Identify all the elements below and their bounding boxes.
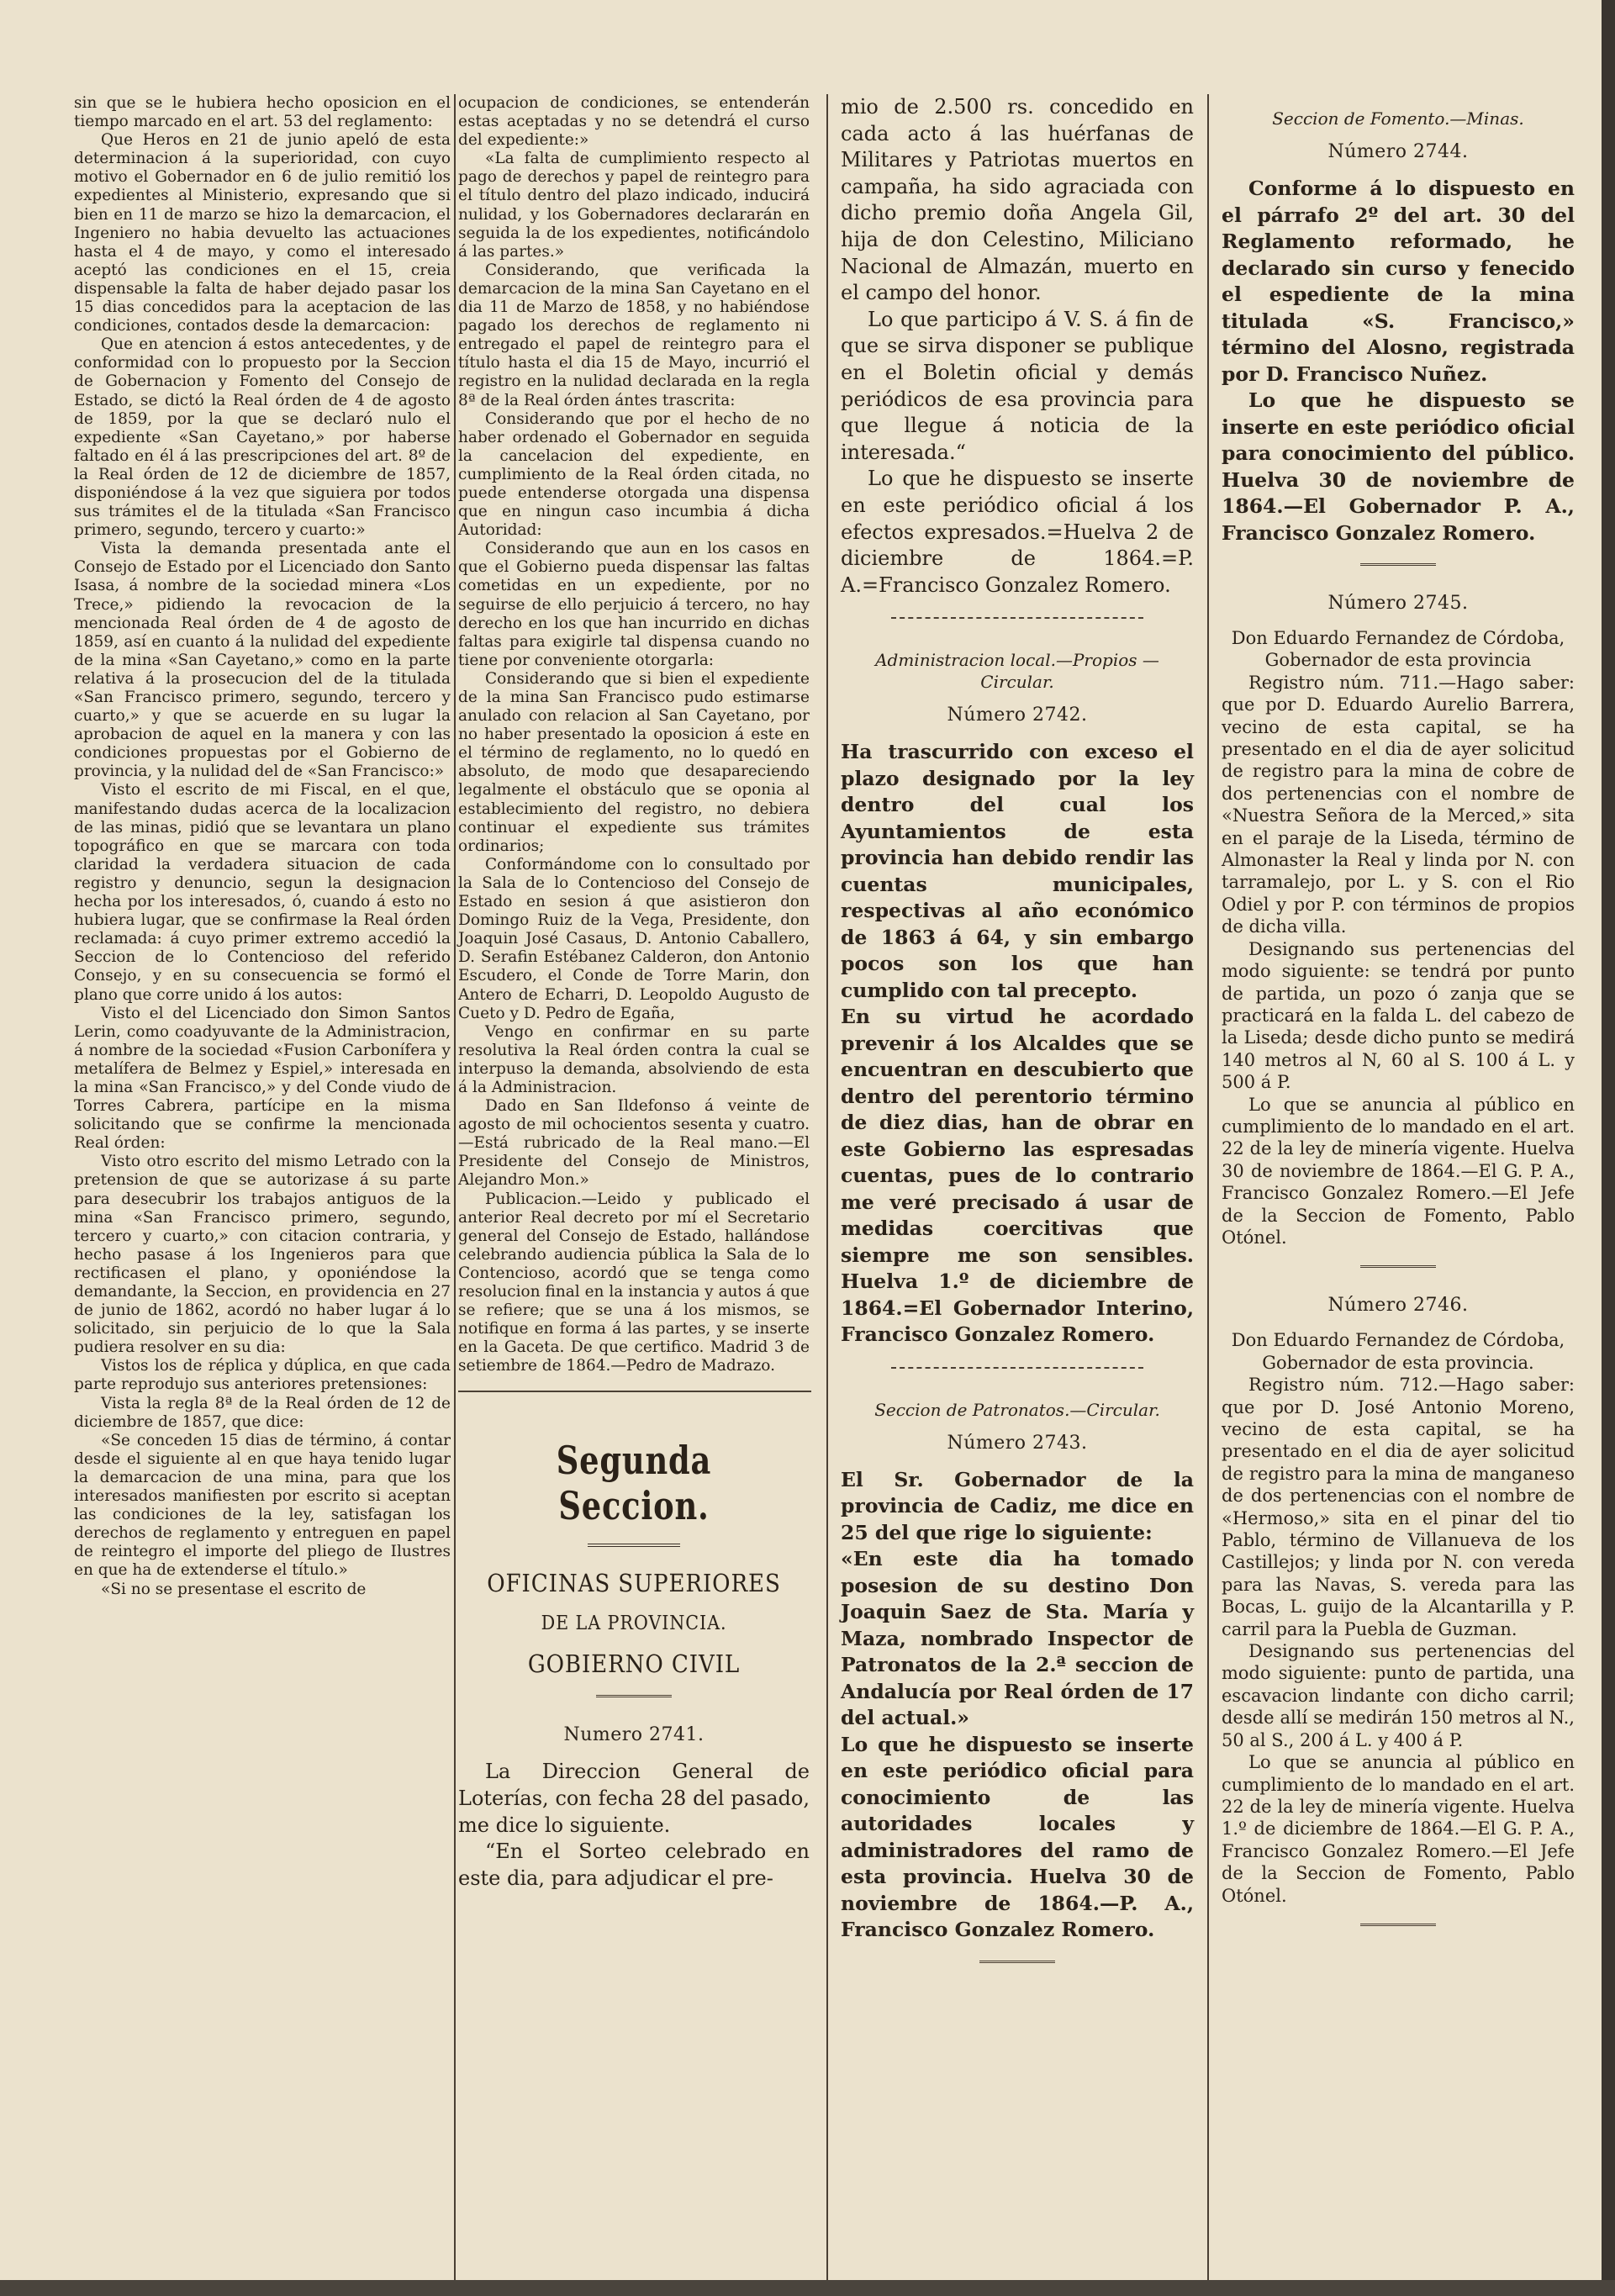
section-heading: Administracion local.—Propios —Circular.: [875, 650, 1159, 693]
column-4: [1222, 108, 1575, 1953]
column-2: [458, 94, 810, 1892]
column-1: [74, 94, 451, 1599]
paragraph: Publicacion.—Leido y publicado el anterior Real decreto por mí el Secretario general del Consejo de Estado, hallándose celebrando audiencia pública la Sala de lo Contencioso, acordó que se tenga como resolucion final en la instancia y autos á que se refiere; que se una á los mismos, se notifique en forma á las partes, y se inserte en la Gaceta. De que certifico. Madrid 3 de setiembre de 1864.—Pedro de Madrazo.: [458, 1190, 810, 1375]
section-divider: [979, 1961, 1055, 1973]
offices-heading: OFICINAS SUPERIORES: [487, 1569, 781, 1598]
paragraph: Lo que se anuncia al público en cumplimiento de lo mandado en el art. 22 de la ley de minería vigente. Huelva 30 de noviembre de 1864.—El G. P. A., Francisco Gonzalez Romero.—El Jefe de la Seccion de Fomento, Pablo Otónel.: [1222, 1094, 1575, 1248]
paragraph: mio de 2.500 rs. concedido en cada acto á las huérfanas de Militares y Patriotas muertos en campaña, ha sido agraciada con dicho premio doña Angela Gil, hija de don Celestino, Miliciano Nacional de Almazán, muerto en el campo del honor.: [841, 95, 1194, 305]
paragraph: Vista la regla 8ª de la Real órden de 12 de diciembre de 1857, que dice:: [74, 1394, 451, 1431]
paragraph: El Sr. Gobernador de la provincia de Cadiz, me dice en 25 del que rige lo siguiente:: [841, 1467, 1194, 1544]
paragraph: La Direccion General de Loterías, con fecha 28 del pasado, me dice lo siguiente.: [458, 1760, 810, 1837]
section-divider: [1360, 1265, 1436, 1278]
paragraph: Lo que se anuncia al público en cumplimiento de lo mandado en el art. 22 de la ley de minería vigente. Huelva 1.º de diciembre de 1864.—El G. P. A., Francisco Gonzalez Romero.—El Jefe de la Seccion de Fomento, Pablo Otónel.: [1222, 1752, 1575, 1906]
paragraph: Considerando que aun en los casos en que el Gobierno pueda dispensar las faltas cometidas en un expediente, por no seguirse de ello perjuicio á tercero, no hay derecho en los que han incurrido en dichas faltas para exigirle tal dispensa cuando no tiene por conveniente otorgarla:: [458, 540, 810, 669]
paragraph: Lo que participo á V. S. á fin de que se sirva disponer se publique en el Boletin oficial y demás periódicos de esa provincia para que llegue á noticia de la interesada.“: [841, 307, 1194, 464]
paragraph: Ha trascurrido con exceso el plazo designado por la ley dentro del cual los Ayuntamientos de esta provincia han debido rendir las cuentas municipales, respectivas al año económico de 1863 á 64, y sin embargo pocos son los que han cumplido con tal precepto.: [841, 740, 1194, 1002]
ornament-rule: [596, 1695, 672, 1707]
section-divider: [891, 617, 1143, 629]
paragraph: Que Heros en 21 de junio apeló de esta determinacion á la superioridad, con cuyo motivo el Gobernador en 6 de julio remitió los expedientes al Ministerio, expresando que si bien en 11 de marzo se hizo la demarcacion, el Ingeniero no habia devuelto las actuaciones hasta el 4 de mayo, y como el interesado aceptó las condiciones en el 15, creia dispensable la falta de haber dejado pasar los 15 dias concedidos para la aceptacion de las condiciones, contados desde la demarcacion:: [74, 131, 451, 335]
paragraph: Registro núm. 711.—Hago saber: que por D. Eduardo Aurelio Barrera, vecino de esta capital, se ha presentado en el dia de ayer solicitud de registro para la mina de cobre de dos pertenencias con el nombre de «Nuestra Señora de la Merced,» sita en el paraje de la Liseda, término de Almonaster la Real y linda por N. con tarramalejo, por L. y S. con el Rio Odiel y por P. con términos de propios de dicha villa.: [1222, 672, 1575, 937]
paragraph: Visto el del Licenciado don Simon Santos Lerin, como coadyuvante de la Administracion, á nombre de la sociedad «Fusion Carbonífera y metalífera de Belmez y Espiel,» interesada en la mina «San Francisco,» y del Conde viudo de Torres Cabrera, partícipe en la misma solicitando que se confirme la mencionada Real órden:: [74, 1004, 451, 1153]
paragraph: Visto el escrito de mi Fiscal, en el que, manifestando dudas acerca de la localizacion de las minas, pidió que se levantara un plano topográfico en que se marcara con toda claridad la verdadera situacion de cada registro y denuncio, segun la designacion hecha por los interesados, ó, cuando á esto no hubiera lugar, que se confirmase la Real órden reclamada: á cuyo primer extremo accedió la Seccion de lo Contencioso del referido Consejo, y en su consecuencia se formó el plano que corre unido á los autos:: [74, 781, 451, 1004]
column-3: [841, 94, 1194, 1990]
page-edge-right: [1602, 0, 1615, 2296]
section-divider: [891, 1367, 1143, 1379]
paragraph: Conformándome con lo consultado por la Sala de lo Contencioso del Consejo de Estado en sesion á que asistieron don Domingo Ruiz de la Vega, Presidente, don Joaquin José Casaus, D. Antonio Caballero, D. Serafin Estébanez Calderon, don Antonio Escudero, el Conde de Torre Marin, don Antero de Echarri, D. Leopoldo Augusto de Cueto y D. Pedro de Egaña,: [458, 855, 810, 1022]
paragraph: Vistos los de réplica y dúplica, en que cada parte reprodujo sus anteriores pretensiones:: [74, 1357, 451, 1394]
notice-number: Numero 2741.: [563, 1724, 705, 1746]
paragraph: Visto otro escrito del mismo Letrado con la pretension de que se autorizase á su parte para desecubrir los trabajos antiguos de la mina «San Francisco primero, segundo, tercero y cuarto,» con citacion contraria, y hecho pasase á los Ingenieros para que rectificasen el plano, y oponiéndose la demandante, la Seccion, en providencia en 27 de junio de 1862, acordó no haber lugar á lo solicitado, sin perjuicio de lo que la Sala pudiera resolver en su dia:: [74, 1153, 451, 1357]
gov-heading: GOBIERNO CIVIL: [527, 1649, 741, 1679]
notice-number: Número 2746.: [1327, 1295, 1469, 1317]
paragraph: Designando sus pertenencias del modo siguiente: punto de partida, una escavacion lindante con dicho carril; desde allí se medirán 150 metros al N., 50 al S., 200 á L. y 400 á P.: [1222, 1641, 1575, 1750]
paragraph: ocupacion de condiciones, se entenderán estas aceptadas y no se detendrá el curso del expediente:»: [458, 94, 810, 150]
section-heading: Seccion de Patronatos.—Circular.: [874, 1399, 1160, 1420]
paragraph: Designando sus pertenencias del modo siguiente: se tendrá por punto de partida, un pozo ó zanja que se practicará en la falda L. del cabezo de la Liseda; desde dicho punto se medirá 140 metros al N, 60 al S. 100 á L. y 500 á P.: [1222, 938, 1575, 1093]
paragraph: Considerando que si bien el expediente de la mina San Francisco pudo estimarse anulado con relacion al San Cayetano, por no haber presentado la oposicion á este en el término de reglamento, no lo quedó en absoluto, de modo que desapareciendo legalmente el obstáculo que se oponia al establecimiento del registro, no debiera continuar el expediente sus trámites ordinarios;: [458, 669, 810, 855]
section-title: Segunda Seccion.: [556, 1438, 712, 1529]
paragraph: Dado en San Ildefonso á veinte de agosto de mil ochocientos sesenta y cuatro.—Está rubricado de la Real mano.—El Presidente del Consejo de Ministros, Alejandro Mon.»: [458, 1097, 810, 1190]
notice-number: Número 2742.: [947, 705, 1088, 726]
ornament-rule: [588, 1544, 680, 1547]
notice-number: Número 2743.: [947, 1432, 1088, 1454]
column-rule-3: [1207, 94, 1209, 2280]
paragraph: Lo que he dispuesto se inserte en este periódico oficial á los efectos expresados.=Huelva 2 de diciembre de 1864.=P. A.=Francisco Gonzalez Romero.: [841, 467, 1194, 597]
notice-number: Número 2744.: [1327, 141, 1469, 162]
paragraph: “En el Sorteo celebrado en este dia, para adjudicar el pre-: [458, 1839, 810, 1890]
paragraph: Vista la demanda presentada ante el Consejo de Estado por el Licenciado don Santo Isasa, á nombre de la sociedad minera «Los Trece,» pidiendo la revocacion de la mencionada Real órden de 4 de agosto de 1859, así en cuanto á la nulidad del expediente de la mina «San Cayetano,» como en la parte relativa á la prosecucion del de la titulada «San Francisco primero, segundo, tercero y cuarto,» y que se acuerde en su lugar la aprobacion de aquel en la manera y con las condiciones propuestas por el Gobierno de provincia, y la nulidad del de «San Francisco:»: [74, 540, 451, 781]
paragraph: Considerando, que verificada la demarcacion de la mina San Cayetano en el dia 11 de Marzo de 1858, y no habiéndose pagado los derechos de reglamento ni entregado el papel de reintegro para el título hasta el dia 15 de Mayo, incurrió el registro en la nulidad declarada en la regla 8ª de la Real órden ántes trascrita:: [458, 261, 810, 409]
notice-number: Número 2745.: [1327, 593, 1469, 614]
section-divider: [458, 1391, 811, 1392]
paragraph: Que en atencion á estos antecedentes, y de conformidad con lo propuesto por la Seccion de Gobernacion y Fomento del Consejo de Estado, se dictó la Real órden de 4 de agosto de 1859, por la que se declaró nulo el expediente «San Cayetano,» por haberse faltado en él á las prescripciones del art. 8º de la Real órden de 12 de diciembre de 1857, disponiéndose á la vez que siguiera por todos sus trámites el de la titulada «San Francisco primero, segundo, tercero y cuarto:»: [74, 335, 451, 540]
notice-header: Don Eduardo Fernandez de Córdoba, Gobernador de esta provincia: [1231, 628, 1565, 671]
column-rule-1: [454, 94, 456, 2280]
paragraph: «Se conceden 15 dias de término, á contar desde el siguiente al en que haya tenido lugar la demarcacion de una mina, para que los interesados manifiesten por escrito si aceptan las condiciones de la ley, satisfagan los derechos de reglamento y entreguen en papel de reintegro el importe del pliego de Ilustres en que ha de extenderse el título.»: [74, 1431, 451, 1580]
paragraph: «La falta de cumplimiento respecto al pago de derechos y papel de reintegro para el título dentro del plazo indicado, inducirá nulidad, y los Gobernadores declararán en seguida la de los expedientes, notificándolo á las partes.»: [458, 150, 810, 261]
column-rule-2: [826, 94, 828, 2280]
paragraph: «Si no se presentase el escrito de: [101, 1580, 367, 1598]
paragraph: Lo que he dispuesto se inserte en este periódico oficial para conocimiento de las autoridades locales y administradores del ramo de esta provincia. Huelva 30 de noviembre de 1864.—P. A., Francisco Gonzalez Romero.: [841, 1732, 1194, 1942]
paragraph: Vengo en confirmar en su parte resolutiva la Real órden contra la cual se interpuso la demanda, absolviendo de esta á la Administracion.: [458, 1022, 810, 1096]
paragraph: sin que se le hubiera hecho oposicion en el tiempo marcado en el art. 53 del reglamento:: [74, 94, 451, 131]
paragraph: En su virtud he acordado prevenir á los Alcaldes que se encuentran en descubierto que dentro del perentorio término de diez dias, han de obrar en este Gobierno las espresadas cuentas, pues de lo contrario me veré precisado á usar de medidas coercitivas que siempre me son sensibles. Huelva 1.º de diciembre de 1864.=El Gobernador Interino, Francisco Gonzalez Romero.: [841, 1005, 1194, 1347]
notice-header: Don Eduardo Fernandez de Córdoba, Gobernador de esta provincia.: [1231, 1330, 1565, 1373]
paragraph: Conforme á lo dispuesto en el párrafo 2º del art. 30 del Reglamento reformado, he declarado sin curso y fenecido el espediente de la mina titulada «S. Francisco,» término del Alosno, registrada por D. Francisco Nuñez.: [1222, 177, 1575, 386]
section-divider: [1360, 563, 1436, 576]
paragraph: Considerando que por el hecho de no haber ordenado el Gobernador en seguida la cancelacion del expediente, en cumplimiento de la Real órden citada, no puede entenderse otorgada una dispensa que en ningun caso incumbia á dicha Autoridad:: [458, 409, 810, 540]
section-heading: Seccion de Fomento.—Minas.: [1272, 108, 1524, 129]
paragraph: «En este dia ha tomado posesion de su destino Don Joaquin Saez de Sta. María y Maza, nombrado Inspector de Patronatos de la 2.ª seccion de Andalucía por Real órden de 17 del actual.»: [841, 1547, 1194, 1730]
section-divider: [1360, 1924, 1436, 1936]
paragraph: Lo que he dispuesto se inserte en este periódico oficial para conocimiento del público. Huelva 30 de noviembre de 1864.—El Gobernador P. A., Francisco Gonzalez Romero.: [1222, 388, 1575, 545]
page-edge-bottom: [0, 2280, 1615, 2296]
paragraph: Registro núm. 712.—Hago saber: que por D. José Antonio Moreno, vecino de esta capital, se ha presentado en el dia de ayer solicitud de registro para la mina de manganeso de dos pertenencias con el nombre de «Hermoso,» sita en el pinar del tio Pablo, término de Villanueva de los Castillejos; y linda por N. con vereda para las Navas, S. vereda para las Bocas, L. guijo de la Alcantarilla y P. carril para la Puebla de Guzman.: [1222, 1375, 1575, 1639]
province-heading: DE LA PROVINCIA.: [541, 1612, 727, 1635]
